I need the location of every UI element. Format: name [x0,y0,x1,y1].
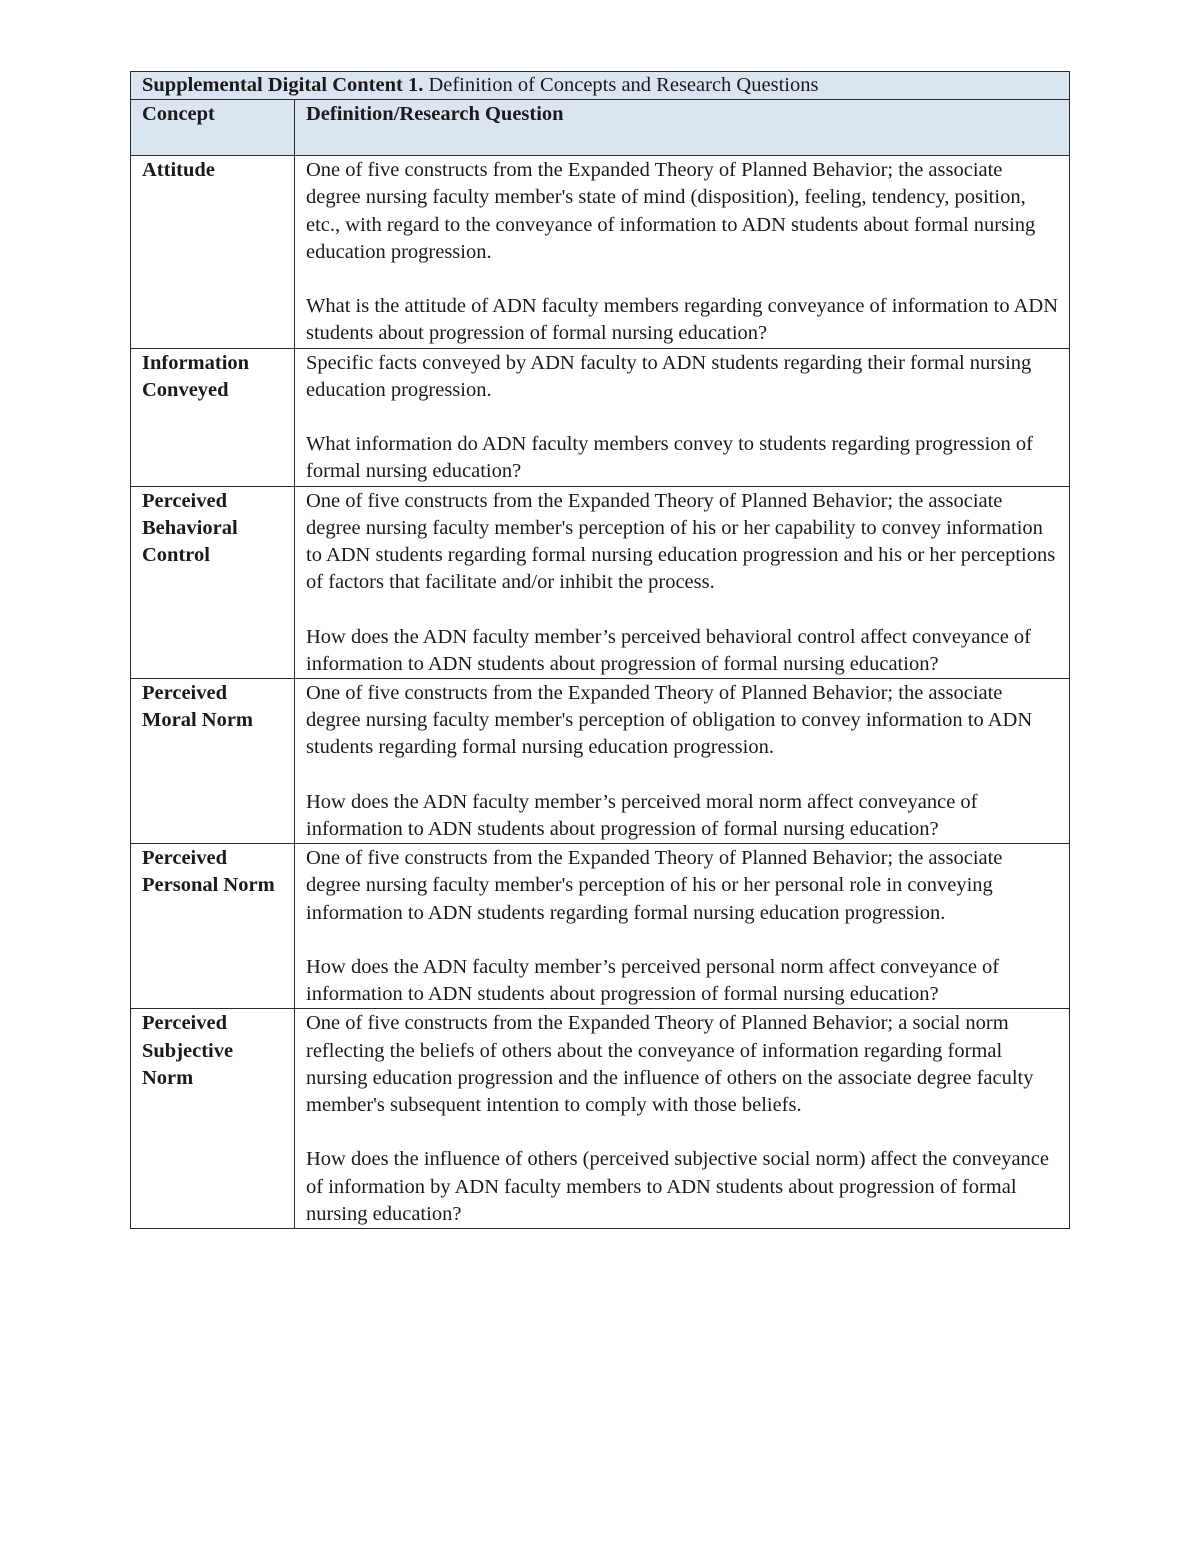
table-row [131,844,1070,1009]
table-row [131,486,1070,678]
table-caption [131,72,1070,100]
concept-cell: Perceived Subjective Norm [131,1009,295,1229]
concept-cell: Perceived Moral Norm [131,679,295,844]
definition-text: One of five constructs from the Expanded Theory of Planned Behavior; a social norm reflecting the beliefs of others about the conveyance of information regarding formal nursing education progression and the influence of others on the associate degree faculty member's subsequent intention to comply with those beliefs. [306,1012,1034,1117]
definition-cell [295,348,1070,486]
research-question: How does the ADN faculty member’s perceived personal norm affect conveyance of information to ADN students about progression of formal nursing education? [306,956,1000,1006]
table-row [131,348,1070,486]
definition-text: One of five constructs from the Expanded Theory of Planned Behavior; the associate degree nursing faculty member's perception of his or her capability to convey information to ADN students regarding formal nursing education progression and his or her perceptions of factors that facilitate and/or inhibit the process. [306,489,1056,594]
table-caption-row [131,72,1070,100]
definition-text: One of five constructs from the Expanded Theory of Planned Behavior; the associate degree nursing faculty member's state of mind (disposition), feeling, tendency, position, etc., with regard to the conveyance of information to ADN students about formal nursing education progression. [306,159,1036,263]
table-caption-label: Supplemental Digital Content 1. [142,74,424,96]
header-concept: Concept [131,100,295,156]
definition-cell [295,486,1070,678]
table-header-row [131,100,1070,156]
concept-cell: Perceived Personal Norm [131,844,295,1009]
table-row [131,156,1070,348]
concepts-table [130,71,1070,1229]
research-question: What information do ADN faculty members convey to students regarding progression of formal nursing education? [306,433,1034,483]
definition-text: One of five constructs from the Expanded Theory of Planned Behavior; the associate degree nursing faculty member's perception of obligation to convey information to ADN students regarding formal nursing education progression. [306,682,1033,759]
concept-cell: Attitude [131,156,295,348]
table-row [131,1009,1070,1229]
definition-text: Specific facts conveyed by ADN faculty to ADN students regarding their formal nursing education progression. [306,351,1032,401]
research-question: What is the attitude of ADN faculty members regarding conveyance of information to ADN students about progression of formal nursing education? [306,295,1059,345]
concept-cell: Information Conveyed [131,348,295,486]
research-question: How does the ADN faculty member’s perceived moral norm affect conveyance of information to ADN students about progression of formal nursing education? [306,790,978,841]
research-question: How does the ADN faculty member’s perceived behavioral control affect conveyance of information to ADN students about progression of formal nursing education? [306,625,1031,675]
definition-cell [295,156,1070,348]
table-row [131,679,1070,844]
header-definition: Definition/Research Question [295,100,1070,156]
definition-cell [295,679,1070,844]
research-question: How does the influence of others (perceived subjective social norm) affect the conveyance of information by ADN faculty members to ADN students about progression of formal nursing education? [306,1148,1050,1225]
concept-cell: Perceived Behavioral Control [131,486,295,678]
definition-cell [295,844,1070,1009]
definition-cell [295,1009,1070,1229]
definition-text: One of five constructs from the Expanded Theory of Planned Behavior; the associate degree nursing faculty member's perception of his or her personal role in conveying information to ADN students regarding formal nursing education progression. [306,847,1003,924]
table-caption-text: Definition of Concepts and Research Questions [423,74,819,96]
